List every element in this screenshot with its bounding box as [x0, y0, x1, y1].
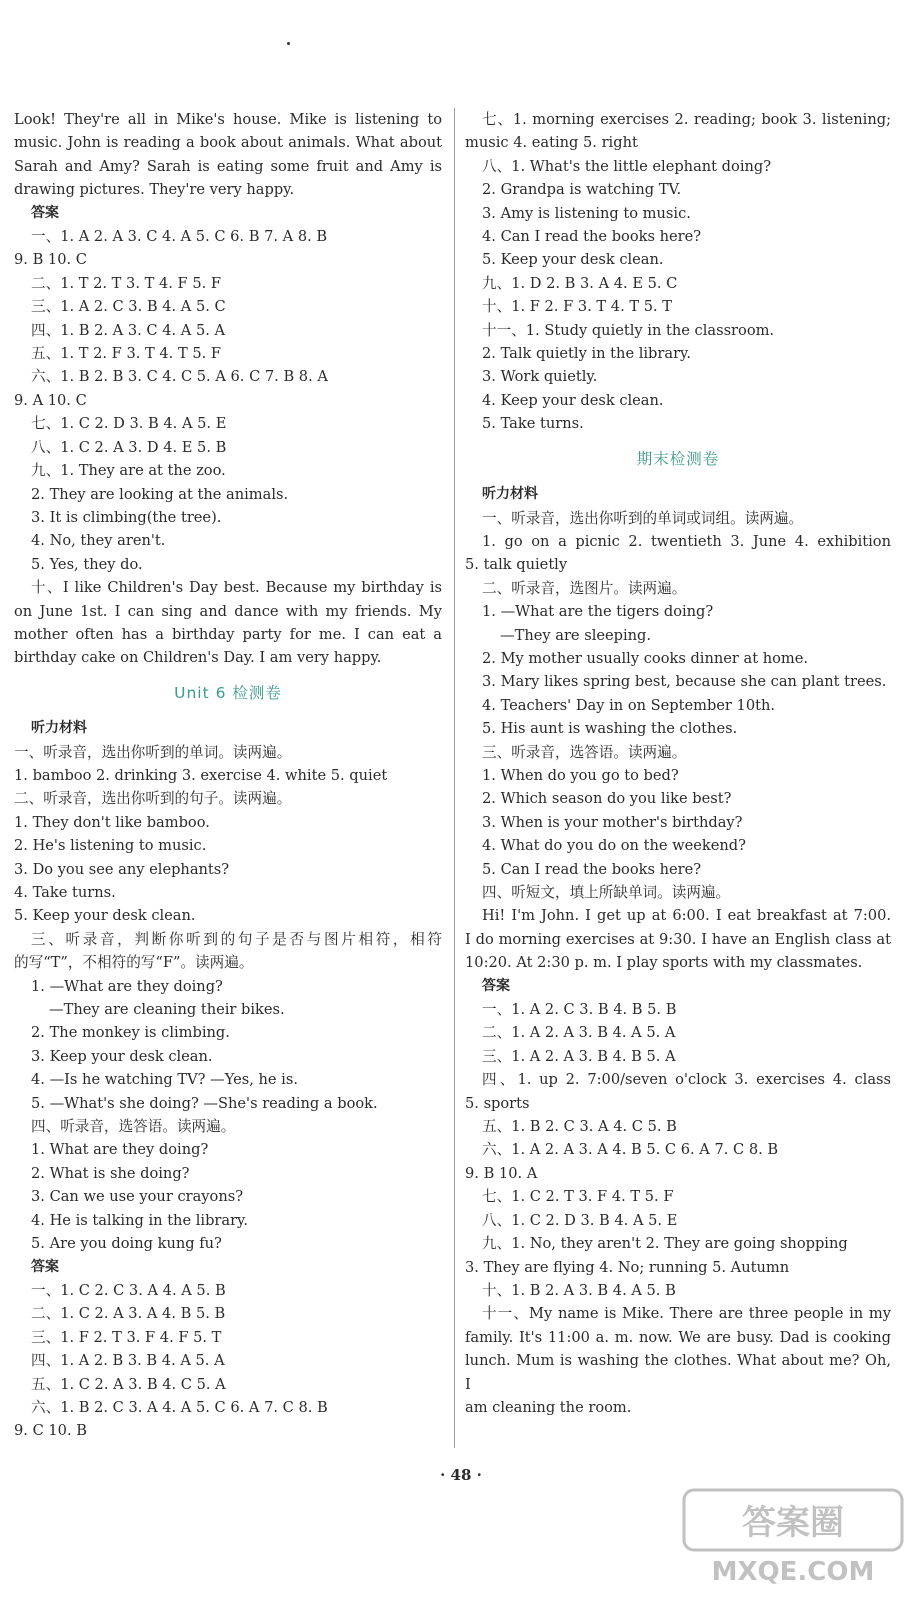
listening-line: 5. Can I read the books here? [482, 860, 702, 878]
answer-line: 2. They are looking at the animals. [31, 485, 289, 503]
page-number: · 48 · [440, 1466, 482, 1484]
listening-line: 2. Which season do you like best? [482, 790, 732, 808]
answer-line: 3. Work quietly. [482, 368, 598, 386]
answer-line: 4. No, they aren't. [31, 532, 166, 550]
part4-line: 5. Are you doing kung fu? [31, 1235, 222, 1253]
part3-item: 3. Keep your desk clean. [31, 1047, 213, 1065]
answer-line: 3. They are flying 4. No; running 5. Autumn [465, 1258, 790, 1276]
listening-line: 1. When do you go to bed? [482, 766, 679, 784]
intro-line: Sarah and Amy? Sarah is eating some fruit and Amy is [14, 157, 442, 175]
answer-line: 一、1. C 2. C 3. A 4. A 5. B [31, 1281, 226, 1299]
part4-line: 1. What are they doing? [31, 1141, 209, 1159]
listening-heading: 听力材料 [482, 486, 538, 503]
listening-line: 三、听录音，选答语。读两遍。 [482, 743, 687, 761]
answer-line: music 4. eating 5. right [465, 134, 638, 152]
essay-line: mother often has a birthday party for me. I can eat a [14, 625, 442, 643]
listening-line: 1. They don't like bamboo. [14, 813, 210, 831]
listening-line: 4. What do you do on the weekend? [482, 837, 746, 855]
answer-line: 3. Amy is listening to music. [482, 204, 691, 222]
part4-line: 3. Can we use your crayons? [31, 1188, 244, 1206]
answer-line: 9. C 10. B [14, 1422, 87, 1440]
answer-line: 5. Keep your desk clean. [482, 251, 664, 269]
listening-heading: 听力材料 [31, 720, 87, 737]
answer-line: 六、1. B 2. C 3. A 4. A 5. C 6. A 7. C 8. B [31, 1398, 328, 1416]
svg-text:MXQE.COM: MXQE.COM [711, 1557, 875, 1587]
unit6-section-title: Unit 6 检测卷 [174, 683, 282, 702]
answer-line: 三、1. F 2. T 3. F 4. F 5. T [31, 1328, 222, 1346]
listening-line: 一、听录音，选出你听到的单词。读两遍。 [14, 743, 292, 761]
answer-line: 9. B 10. C [14, 251, 87, 269]
answer-line: 二、1. A 2. A 3. B 4. A 5. A [482, 1024, 676, 1042]
answer-line: 七、1. C 2. T 3. F 4. T 5. F [482, 1188, 674, 1206]
essay-line: am cleaning the room. [465, 1398, 632, 1416]
answer-heading: 答案 [31, 204, 59, 221]
answer-line: 三、1. A 2. A 3. B 4. B 5. A [482, 1047, 676, 1065]
answer-line: 九、1. They are at the zoo. [31, 462, 226, 480]
top-dot-mark [287, 42, 290, 45]
listening-line: 1. bamboo 2. drinking 3. exercise 4. white 5. quiet [14, 766, 388, 784]
answer-line: 9. B 10. A [465, 1164, 538, 1182]
listening-line: 1. go on a picnic 2. twentieth 3. June 4. exhibition [482, 532, 891, 550]
essay-line: 十一、My name is Mike. There are three people in my [482, 1305, 891, 1323]
answer-line: 四、1. B 2. A 3. C 4. A 5. A [31, 321, 226, 339]
answer-line: 一、1. A 2. C 3. B 4. B 5. B [482, 1001, 677, 1019]
listening-line: 5. His aunt is washing the clothes. [482, 720, 738, 738]
answer-heading: 答案 [31, 1258, 59, 1275]
answer-line: 五、1. C 2. A 3. B 4. C 5. A [31, 1375, 226, 1393]
part3-item: —They are cleaning their bikes. [49, 1001, 285, 1019]
listening-line: 10:20. At 2:30 p. m. I play sports with my classmates. [465, 954, 863, 972]
answer-line: 八、1. What's the little elephant doing? [482, 157, 772, 175]
essay-line: family. It's 11:00 a. m. now. We are busy. Dad is cooking [465, 1328, 891, 1346]
essay-line: 十、I like Children's Day best. Because my birthday is [31, 579, 442, 597]
answer-line: 4. Keep your desk clean. [482, 391, 664, 409]
answer-line: 4. Can I read the books here? [482, 228, 702, 246]
answer-line: 四、1. A 2. B 3. B 4. A 5. A [31, 1352, 225, 1370]
answer-line: 六、1. B 2. B 3. C 4. C 5. A 6. C 7. B 8. A [31, 368, 328, 386]
part3-item: 4. —Is he watching TV? —Yes, he is. [31, 1071, 298, 1089]
listening-line: 二、听录音，选出你听到的句子。读两遍。 [14, 790, 292, 808]
column-divider [454, 108, 455, 1448]
answer-line: 七、1. C 2. D 3. B 4. A 5. E [31, 415, 227, 433]
essay-line: lunch. Mum is washing the clothes. What about me? Oh, I [465, 1352, 891, 1393]
part4-line: 四、听录音，选答语。读两遍。 [31, 1118, 236, 1136]
listening-line: 5. talk quietly [465, 556, 568, 574]
listening-line: 二、听录音，选图片。读两遍。 [482, 579, 687, 597]
intro-line: drawing pictures. They're very happy. [14, 181, 295, 199]
listening-line: 3. Mary likes spring best, because she can plant trees. [482, 673, 887, 691]
answer-line: 2. Talk quietly in the library. [482, 345, 691, 363]
part3-item: 5. —What's she doing? —She's reading a book. [31, 1094, 378, 1112]
part3-item: 2. The monkey is climbing. [31, 1024, 230, 1042]
left-column [14, 108, 442, 1443]
watermark-logo [678, 1482, 908, 1592]
listening-line: I do morning exercises at 9:30. I have an English class at [465, 930, 891, 948]
answer-line: 十一、1. Study quietly in the classroom. [482, 321, 775, 339]
answer-line: 七、1. morning exercises 2. reading; book 3. listening; [482, 111, 891, 128]
final-exam-section-title: 期末检测卷 [636, 449, 720, 468]
listening-line: Hi! I'm John. I get up at 6:00. I eat breakfast at 7:00. [482, 907, 891, 925]
answer-line: 9. A 10. C [14, 391, 87, 409]
answer-line: 九、1. No, they aren't 2. They are going shopping [482, 1235, 848, 1253]
answer-line: 二、1. C 2. A 3. A 4. B 5. B [31, 1305, 226, 1323]
answer-line: 三、1. A 2. C 3. B 4. A 5. C [31, 298, 226, 316]
answer-line: 3. It is climbing(the tree). [31, 508, 222, 526]
listening-line: 3. When is your mother's birthday? [482, 813, 743, 831]
answer-line: 六、1. A 2. A 3. A 4. B 5. C 6. A 7. C 8. B [482, 1141, 779, 1159]
part4-line: 4. He is talking in the library. [31, 1211, 249, 1229]
answer-line: 五、1. B 2. C 3. A 4. C 5. B [482, 1118, 677, 1136]
essay-line: birthday cake on Children's Day. I am very happy. [14, 649, 382, 667]
svg-text:答案圈: 答案圈 [742, 1503, 844, 1543]
answer-heading: 答案 [482, 977, 510, 994]
part3-instruction: 的写“T”，不相符的写“F”。读两遍。 [14, 954, 254, 972]
intro-line: music. John is reading a book about animals. What about [14, 134, 442, 152]
listening-line: 2. He's listening to music. [14, 837, 207, 855]
listening-line: 一、听录音，选出你听到的单词或词组。读两遍。 [482, 509, 804, 527]
listening-line: 四、听短文，填上所缺单词。读两遍。 [482, 884, 731, 901]
answer-line: 一、1. A 2. A 3. C 4. A 5. C 6. B 7. A 8. B [31, 228, 328, 246]
part3-item: 1. —What are they doing? [31, 977, 223, 995]
right-column [465, 108, 891, 1419]
answer-line: 八、1. C 2. D 3. B 4. A 5. E [482, 1211, 678, 1229]
essay-line: on June 1st. I can sing and dance with my friends. My [14, 602, 442, 620]
answer-line: 二、1. T 2. T 3. T 4. F 5. F [31, 274, 222, 292]
intro-line: Look! They're all in Mike's house. Mike is listening to [14, 111, 442, 128]
answer-line: 五、1. T 2. F 3. T 4. T 5. F [31, 345, 222, 363]
listening-line: 4. Take turns. [14, 884, 116, 901]
answer-line: 十、1. F 2. F 3. T 4. T 5. T [482, 298, 673, 316]
answer-line: 2. Grandpa is watching TV. [482, 181, 682, 199]
listening-line: 2. My mother usually cooks dinner at home. [482, 649, 809, 667]
listening-line: 5. Keep your desk clean. [14, 907, 196, 925]
answer-line: 九、1. D 2. B 3. A 4. E 5. C [482, 274, 678, 292]
listening-line: 1. —What are the tigers doing? [482, 603, 714, 621]
answer-line: 5. Yes, they do. [31, 555, 143, 573]
listening-line: —They are sleeping. [500, 626, 652, 644]
listening-line: 4. Teachers' Day in on September 10th. [482, 696, 776, 714]
listening-line: 3. Do you see any elephants? [14, 860, 230, 878]
answer-line: 5. sports [465, 1094, 530, 1112]
answer-line: 八、1. C 2. A 3. D 4. E 5. B [31, 438, 227, 456]
answer-line: 十、1. B 2. A 3. B 4. A 5. B [482, 1281, 676, 1299]
part3-instruction: 三、听录音，判断你听到的句子是否与图片相符，相符 [31, 930, 442, 948]
answer-line: 5. Take turns. [482, 415, 584, 433]
part4-line: 2. What is she doing? [31, 1164, 190, 1182]
answer-line: 四、1. up 2. 7:00/seven o'clock 3. exercises 4. class [482, 1071, 891, 1089]
